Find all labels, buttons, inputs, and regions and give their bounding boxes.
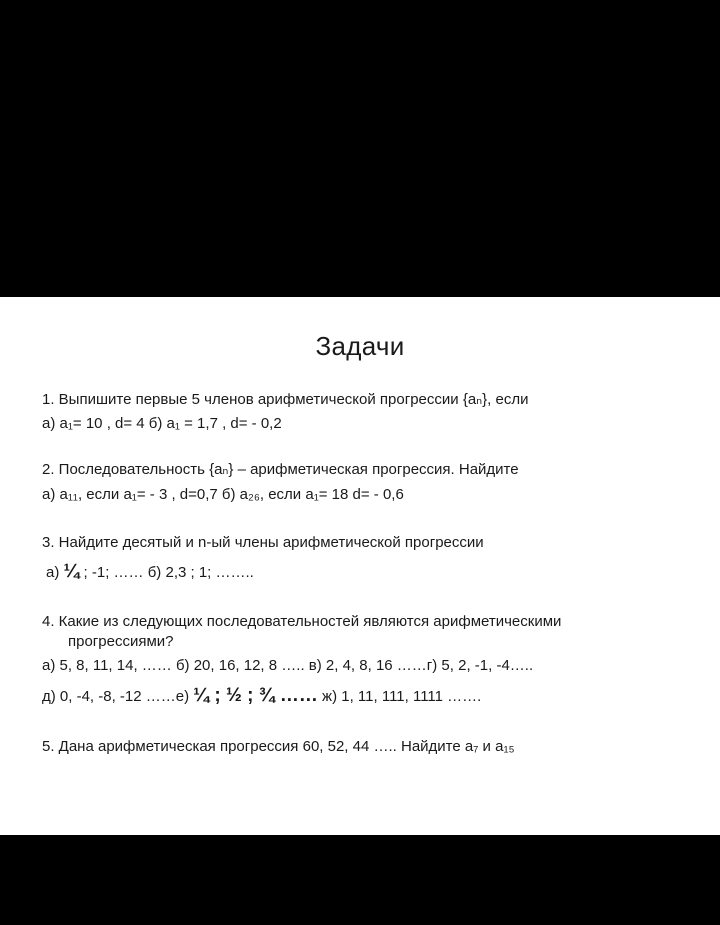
problem-5-text: 5. Дана арифметическая прогрессия 60, 52, 44 ….. Найдите a₇ и a₁₅ — [42, 738, 515, 755]
option-zh: ж) 1, 11, 111, 1111 ……. — [317, 688, 482, 705]
problem-1-conditions: а) a₁= 10 , d= 4 б) a₁ = 1,7 , d= - 0,2 — [42, 415, 282, 432]
problem-2-conditions: а) a₁₁, если a₁= - 3 , d=0,7 б) a₂₆, если a₁= 18 d= - 0,6 — [42, 486, 404, 503]
problem-4-text-cont: прогрессиями? — [68, 633, 174, 650]
task-sheet — [0, 297, 720, 835]
problem-4-options-d-zh — [42, 687, 481, 706]
option-e-fractions: ¼ ; ½ ; ¾ …… — [193, 685, 318, 706]
option-a-label: а) — [46, 564, 60, 581]
option-rest: ; -1; …… б) 2,3 ; 1; …….. — [79, 564, 254, 581]
problem-4-text: 4. Какие из следующих последовательностей являются арифметическими — [42, 613, 562, 630]
problem-3-options — [46, 563, 254, 582]
page-title: Задачи — [315, 331, 405, 361]
fraction-quarter: ¼ — [63, 561, 80, 582]
problem-2-text: 2. Последовательность {aₙ} – арифметическая прогрессия. Найдите — [42, 461, 519, 478]
option-d-e: д) 0, -4, -8, -12 ……е) — [42, 688, 190, 705]
problem-4-options-a-g: а) 5, 8, 11, 14, …… б) 20, 16, 12, 8 ….. в) 2, 4, 8, 16 ……г) 5, 2, -1, -4….. — [42, 657, 534, 674]
problem-1-text: 1. Выпишите первые 5 членов арифметической прогрессии {aₙ}, если — [42, 391, 529, 408]
problem-3-text: 3. Найдите десятый и n-ый члены арифметической прогрессии — [42, 534, 484, 551]
